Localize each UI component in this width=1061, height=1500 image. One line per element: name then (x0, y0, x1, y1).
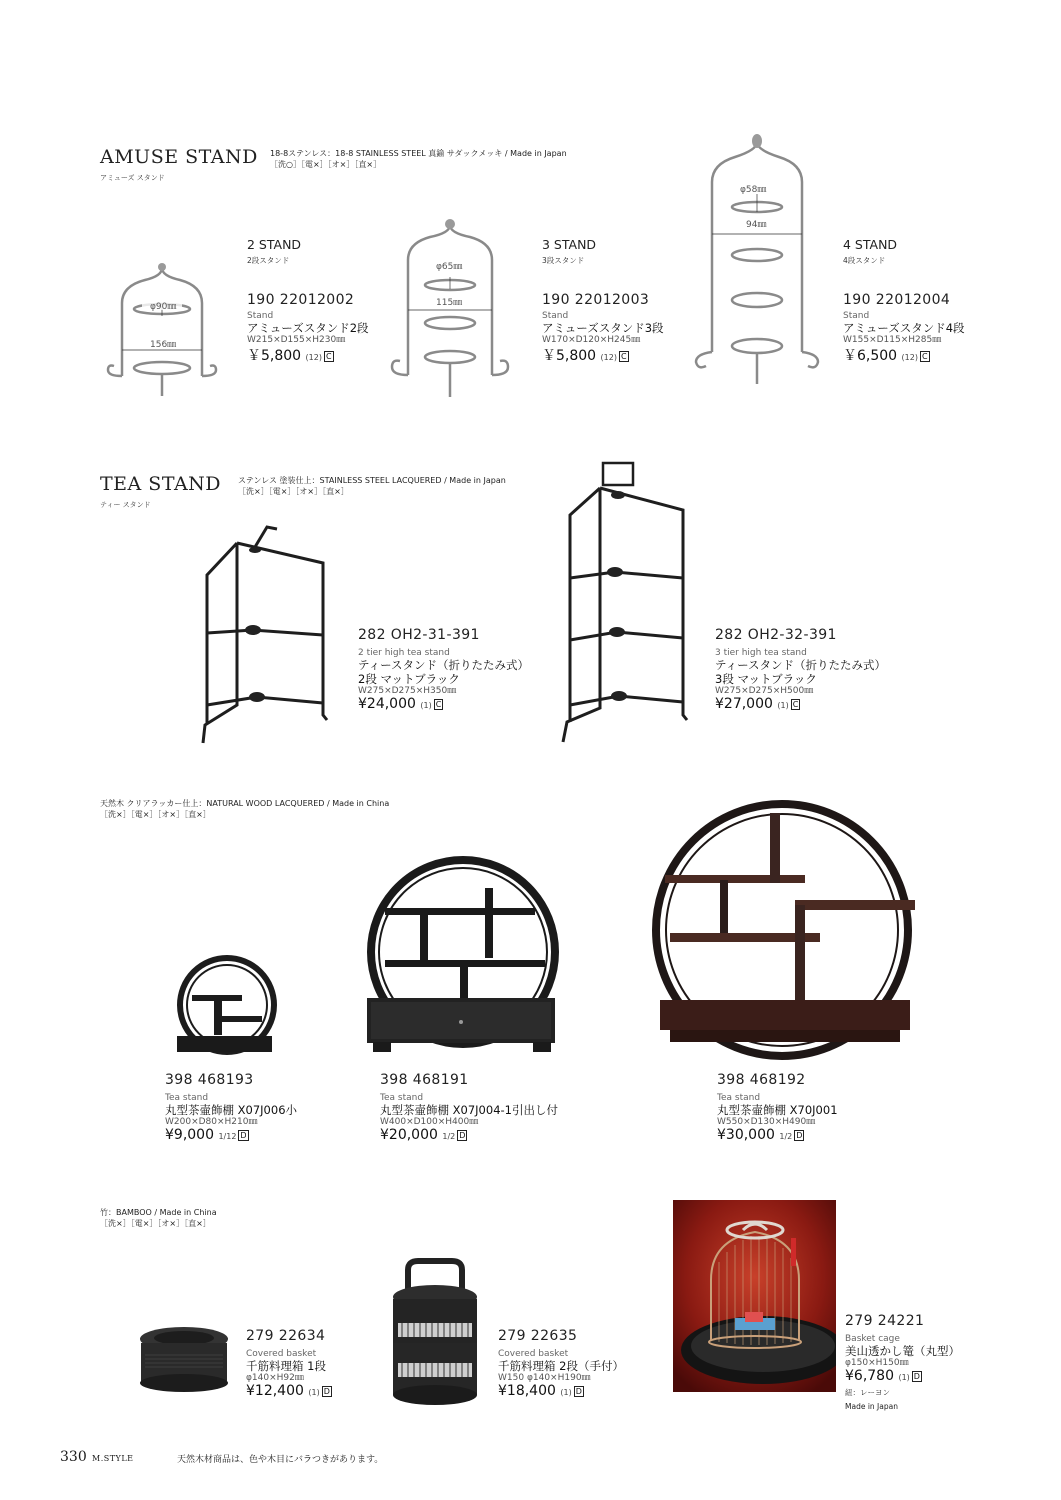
product-code: 282 OH2-31-391 (358, 627, 480, 643)
product-qty: (1) (420, 701, 432, 710)
product-jp-name: 千筋料理箱 2段（手付） (498, 1359, 624, 1373)
amuse-item-2 (247, 237, 369, 365)
stand-label-sub: 3段スタンド (542, 256, 585, 265)
product-eng-name: Stand (542, 311, 569, 321)
product-price-row (845, 1368, 960, 1384)
product-price: ¥6,780 (845, 1368, 894, 1384)
product-eng-name: Basket cage (845, 1334, 900, 1344)
product-price-row (843, 345, 965, 365)
amuse-material: 18-8ステンレス：18-8 STAINLESS STEEL 真鍮 サダックメッキ / Made in Japan (270, 149, 567, 158)
product-dimensions: φ140×H92㎜ (246, 1373, 304, 1383)
product-jp-name-2: 3段 マットブラック (715, 672, 817, 686)
product-eng-name: 2 tier high tea stand (358, 648, 450, 658)
product-price: ￥6,500 (843, 348, 898, 364)
category-badge: D (323, 1387, 330, 1396)
product-qty: 1/2 (442, 1132, 456, 1141)
product-eng-name: Tea stand (717, 1093, 761, 1103)
product-price: ¥9,000 (165, 1127, 214, 1143)
product-qty: (12) (305, 353, 322, 362)
product-jp-name: アミューズスタンド4段 (843, 321, 965, 335)
product-dimensions: W550×D130×H490㎜ (717, 1117, 816, 1127)
category-badge: C (435, 700, 442, 709)
product-code: 398 468193 (165, 1072, 254, 1088)
product-jp-name: 千筋料理箱 1段 (246, 1359, 326, 1373)
wood-material: 天然木 クリアラッカー仕上：NATURAL WOOD LACQUERED / Made in China (100, 799, 390, 808)
bamboo-item-cage (845, 1313, 960, 1412)
product-code: 190 22012004 (843, 292, 951, 308)
product-dimensions: φ150×H150㎜ (845, 1358, 909, 1368)
category-badge: C (620, 352, 627, 361)
product-price: ¥27,000 (715, 696, 773, 712)
product-price-row (542, 345, 664, 365)
product-code: 190 22012002 (247, 292, 355, 308)
wood-item-small (165, 1072, 297, 1143)
amuse-4-dia-label: φ58㎜ (740, 185, 767, 195)
tea-item-3-tier (715, 627, 886, 712)
product-jp-name: アミューズスタンド2段 (247, 321, 369, 335)
wood-item-drawer (380, 1072, 558, 1143)
tea-stand-3-tier-image (555, 460, 700, 745)
stand-label: 2 STAND (247, 237, 302, 252)
product-code: 190 22012003 (542, 292, 650, 308)
product-price-row (246, 1383, 332, 1399)
amuse-care: ［洗○］［電×］［オ×］［直×］ (270, 160, 382, 169)
product-price-row (247, 345, 369, 365)
category-badge: C (792, 700, 799, 709)
product-jp-name-1: ティースタンド（折りたたみ式） (715, 658, 887, 672)
product-price-row (380, 1127, 558, 1143)
product-jp-name: 丸型茶壷飾棚 X07J006小 (165, 1103, 298, 1117)
amuse-section-subtitle: アミューズ スタンド (100, 174, 165, 182)
wood-shelf-drawer-image (355, 850, 570, 1065)
category-badge: C (921, 352, 928, 361)
product-price-row (717, 1127, 838, 1143)
product-eng-name: Covered basket (246, 1349, 317, 1359)
product-price: ¥24,000 (358, 696, 416, 712)
product-price: ¥18,400 (498, 1383, 556, 1399)
stand-label-sub: 4段スタンド (843, 256, 886, 265)
stand-label: 3 STAND (542, 237, 597, 252)
product-price-row (715, 696, 886, 712)
wood-item-large (717, 1072, 838, 1143)
category-badge: D (459, 1131, 466, 1140)
product-price-row (358, 696, 529, 712)
amuse-2-width-label: 156㎜ (150, 340, 177, 350)
product-jp-name: アミューズスタンド3段 (542, 321, 664, 335)
product-qty: (1) (898, 1373, 910, 1382)
product-dimensions: W170×D120×H245㎜ (542, 335, 641, 345)
product-qty: (12) (901, 353, 918, 362)
amuse-2-dia-label: φ90㎜ (150, 302, 177, 312)
amuse-item-4 (843, 237, 965, 365)
tea-stand-2-tier-image (195, 525, 340, 745)
product-code: 398 468192 (717, 1072, 806, 1088)
product-qty: 1/2 (779, 1132, 793, 1141)
product-note-origin: Made in Japan (845, 1402, 898, 1411)
product-dimensions: W275×D275×H500㎜ (715, 686, 814, 696)
product-price-row (498, 1383, 624, 1399)
product-dimensions: W150 φ140×H190㎜ (498, 1373, 591, 1383)
bamboo-item-2 (498, 1328, 624, 1399)
product-dimensions: W275×D275×H350㎜ (358, 686, 457, 696)
wood-shelf-small-image (172, 950, 277, 1060)
bamboo-basket-2-image (380, 1255, 490, 1410)
bamboo-item-1 (246, 1328, 332, 1399)
product-dimensions: W400×D100×H400㎜ (380, 1117, 479, 1127)
product-code: 279 22634 (246, 1328, 326, 1344)
product-jp-name: 美山透かし篭（丸型） (845, 1344, 960, 1358)
amuse-section-title: AMUSE STAND (100, 146, 258, 168)
product-jp-name: 丸型茶壷飾棚 X70J001 (717, 1103, 838, 1117)
tea-item-2-tier (358, 627, 529, 712)
product-price: ￥5,800 (247, 348, 302, 364)
product-code: 279 24221 (845, 1313, 925, 1329)
brand-name: M.STYLE (92, 1454, 134, 1463)
amuse-3-dia-label: φ65㎜ (436, 262, 463, 272)
product-dimensions: W155×D115×H285㎜ (843, 335, 942, 345)
category-badge: D (240, 1131, 247, 1140)
product-qty: (1) (777, 701, 789, 710)
amuse-4-stand-image (690, 132, 825, 387)
wood-care: ［洗×］［電×］［オ×］［直×］ (100, 810, 211, 819)
bamboo-care: ［洗×］［電×］［オ×］［直×］ (100, 1219, 211, 1228)
product-qty: 1/12 (218, 1132, 237, 1141)
product-code: 282 OH2-32-391 (715, 627, 837, 643)
bamboo-basket-1-image (135, 1325, 233, 1393)
product-qty: (1) (560, 1388, 572, 1397)
product-eng-name: Stand (247, 311, 274, 321)
category-badge: D (913, 1372, 920, 1381)
amuse-item-3 (542, 237, 664, 365)
page-number: 330 (60, 1449, 87, 1465)
product-note-string: 紐：レーヨン (845, 1388, 890, 1397)
product-qty: (12) (600, 353, 617, 362)
product-eng-name: Covered basket (498, 1349, 569, 1359)
product-price: ¥30,000 (717, 1127, 775, 1143)
product-jp-name-2: 2段 マットブラック (358, 672, 460, 686)
product-dimensions: W200×D80×H210㎜ (165, 1117, 258, 1127)
tea-material: ステンレス 塗装仕上：STAINLESS STEEL LACQUERED / Made in Japan (238, 476, 506, 485)
amuse-4-width-label: 94㎜ (746, 220, 767, 230)
wood-shelf-large-image (640, 795, 920, 1070)
product-eng-name: Tea stand (165, 1093, 209, 1103)
bamboo-material: 竹：BAMBOO / Made in China (100, 1208, 217, 1217)
category-badge: D (575, 1387, 582, 1396)
product-price: ¥12,400 (246, 1383, 304, 1399)
product-jp-name-1: ティースタンド（折りたたみ式） (358, 658, 530, 672)
stand-label-sub: 2段スタンド (247, 256, 290, 265)
product-dimensions: W215×D155×H230㎜ (247, 335, 346, 345)
product-jp-name: 丸型茶壷飾棚 X07J004-1引出し付 (380, 1103, 558, 1117)
product-price: ¥20,000 (380, 1127, 438, 1143)
amuse-2-stand-image (100, 258, 225, 398)
product-code: 279 22635 (498, 1328, 578, 1344)
product-price-row (165, 1127, 297, 1143)
product-eng-name: Tea stand (380, 1093, 424, 1103)
tea-section-title: TEA STAND (100, 473, 222, 495)
product-price: ￥5,800 (542, 348, 597, 364)
category-badge: C (325, 352, 332, 361)
footer-note: 天然木材商品は、色や木目にバラつきがあります。 (177, 1455, 384, 1465)
tea-care: ［洗×］［電×］［オ×］［直×］ (238, 487, 349, 496)
stand-label: 4 STAND (843, 237, 898, 252)
product-code: 398 468191 (380, 1072, 469, 1088)
product-eng-name: Stand (843, 311, 870, 321)
category-badge: D (796, 1131, 803, 1140)
amuse-3-width-label: 115㎜ (436, 298, 463, 308)
product-qty: (1) (308, 1388, 320, 1397)
bamboo-cage-photo (673, 1200, 836, 1392)
tea-section-subtitle: ティー スタンド (100, 501, 151, 509)
product-eng-name: 3 tier high tea stand (715, 648, 807, 658)
